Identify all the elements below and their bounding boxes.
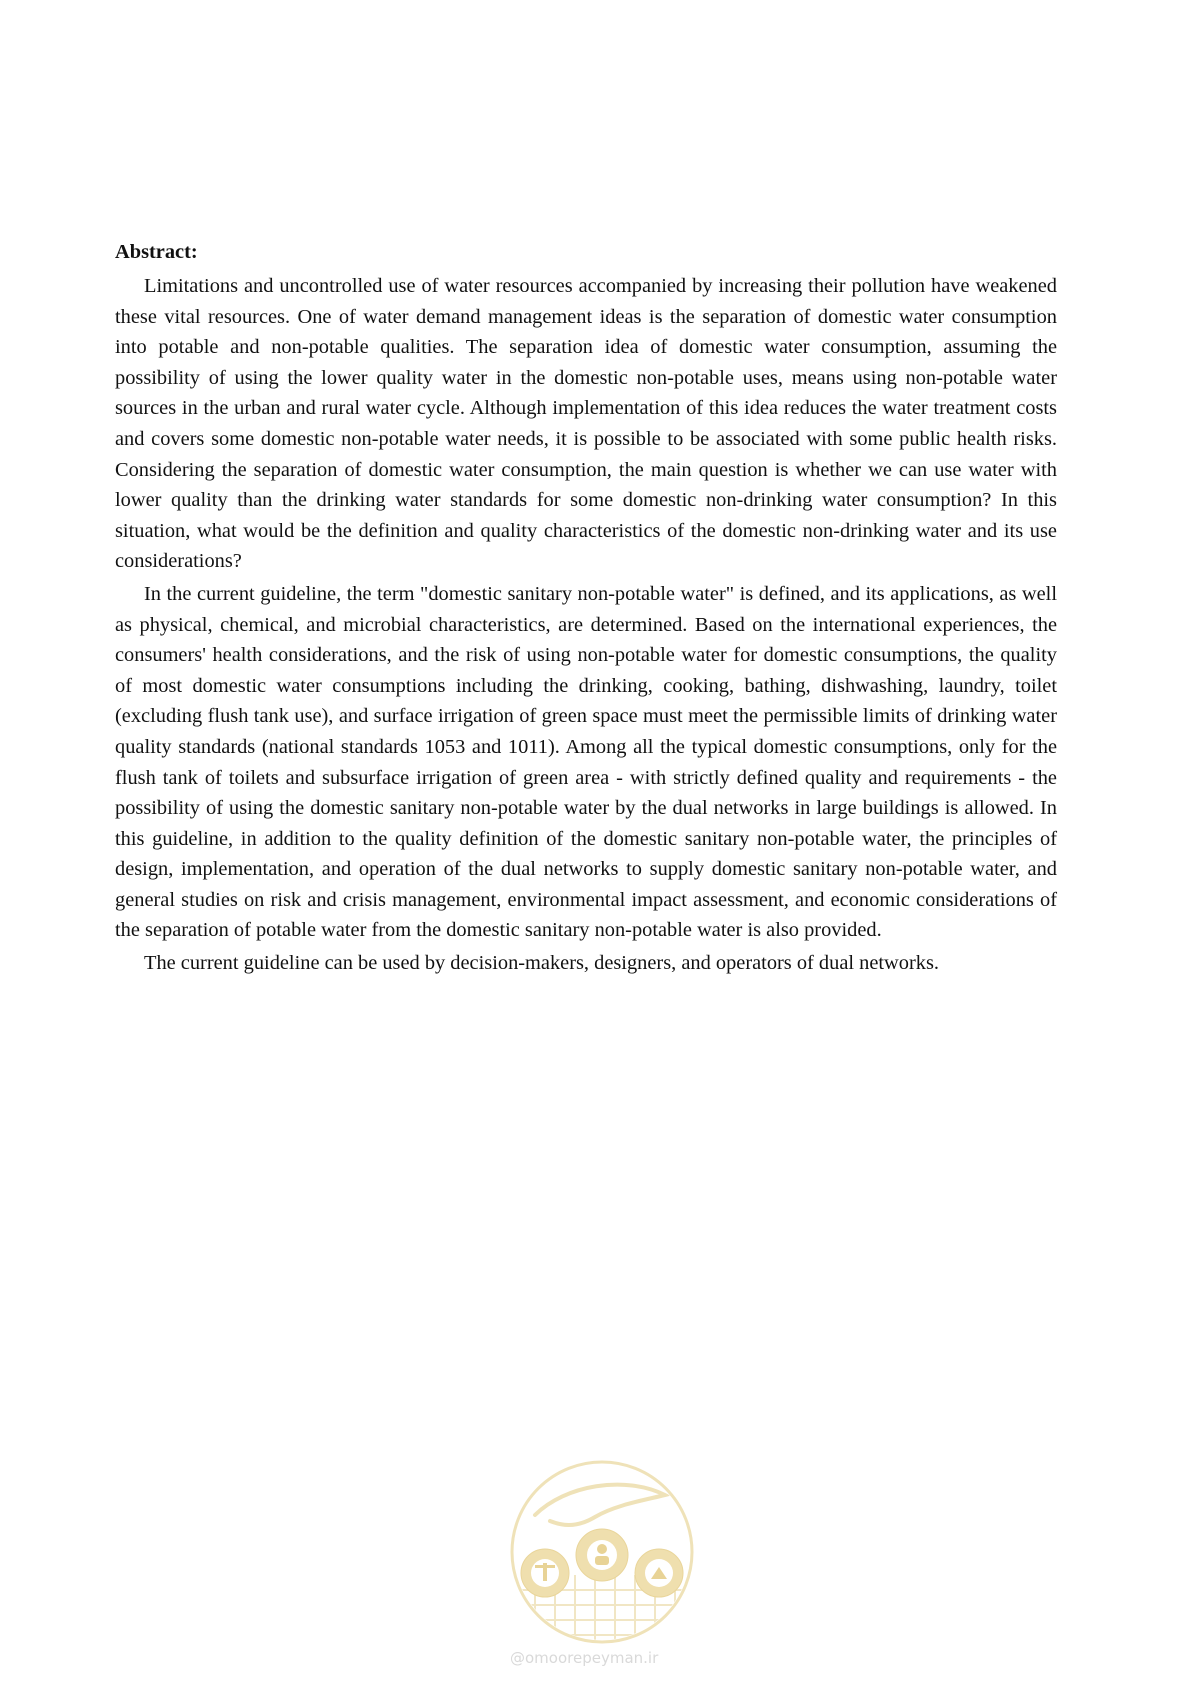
watermark-caption: @omoorepeyman.ir	[510, 1649, 659, 1667]
abstract-paragraph-2: In the current guideline, the term "domestic sanitary non-potable water" is defined, and its applications, as well as physical, chemical, and microbial characteristics, are determined. Based on the international experiences, the consumers' health considerations, and the risk of using non-potable water for domestic consumptions, the quality of most domestic water consumptions including the drinking, cooking, bathing, dishwashing, laundry, toilet (excluding flush tank use), and surface irrigation of green space must meet the permissible limits of drinking water quality standards (national standards 1053 and 1011). Among all the typical domestic consumptions, only for the flush tank of toilets and subsurface irrigation of green area - with strictly defined quality and requirements - the possibility of using the domestic sanitary non-potable water by the dual networks in large buildings is allowed. In this guideline, in addition to the quality definition of the domestic sanitary non-potable water, the principles of design, implementation, and operation of the dual networks to supply domestic sanitary non-potable water, and general studies on risk and crisis management, environmental impact assessment, and economic considerations of the separation of potable water from the domestic sanitary non-potable water is also provided.	[115, 582, 1057, 942]
abstract-heading: Abstract:	[115, 241, 198, 263]
abstract-section	[115, 237, 1057, 981]
abstract-paragraph-3: The current guideline can be used by decision-makers, designers, and operators of dual networks.	[144, 952, 939, 975]
abstract-paragraph-1: Limitations and uncontrolled use of water resources accompanied by increasing their pollution have weakened these vital resources. One of water demand management ideas is the separation of domestic water consumption into potable and non-potable qualities. The separation idea of domestic water consumption, assuming the possibility of using the lower quality water in the domestic non-potable uses, means using non-potable water sources in the urban and rural water cycle. Although implementation of this idea reduces the water treatment costs and covers some domestic non-potable water needs, it is possible to be associated with some public health risks. Considering the separation of domestic water consumption, the main question is whether we can use water with lower quality than the drinking water standards for some domestic non-drinking water consumption? In this situation, what would be the definition and quality characteristics of the domestic non-drinking water and its use considerations?	[115, 275, 1057, 573]
watermark-logo-icon	[505, 1455, 699, 1655]
